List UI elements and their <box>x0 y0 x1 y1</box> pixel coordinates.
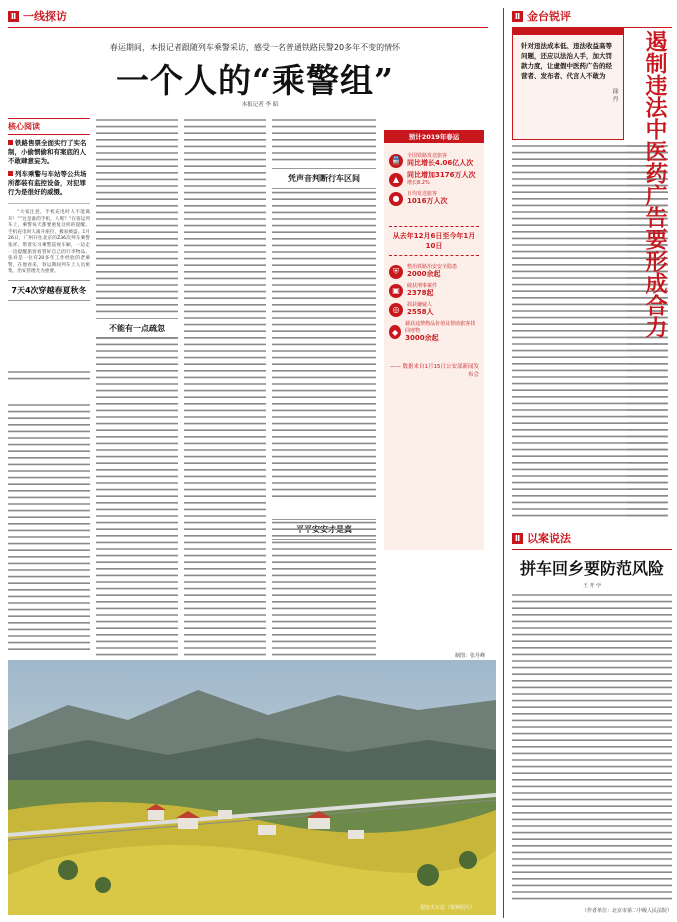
train-icon: 🚆 <box>389 154 403 168</box>
kicker: 春运期间，本报记者跟随列车乘警采访，感受一名普通铁路民警20多年不变的情怀 <box>109 43 401 52</box>
info-box-title: 预计2019年春运 <box>384 130 484 143</box>
stat-item: ▲ 同比增加3176万人次 增长8.2% <box>389 172 479 187</box>
handcuff-icon: ◎ <box>389 303 403 317</box>
subhead: 平平安安才是真 <box>272 519 376 540</box>
headline: 一个人的“乘警组” <box>116 61 394 100</box>
byline: 本报记者 李 昭 <box>241 102 279 108</box>
digest-item: 列车乘警与车站等公共场所都装有监控设备，对犯罪行为是很好的威慑。 <box>8 170 87 196</box>
section-header-commentary <box>512 8 672 24</box>
stat-item: ● 日均发送旅客 1016万人次 <box>389 191 479 206</box>
date-range: 从去年12月6日至今年1月10日 <box>389 226 479 256</box>
body-text: “大家注意，手机充电时人不能离开！”“这是谁的手机，人呢？”在客运列车上，乘警每天都要重复这样的提醒。手机充电时人离开座位，极易被盗。1月26日，广州开往北京的Z36次列车乘警张祥，带着实习乘警巡视车厢，一边走一边提醒旅客看管好自己的行李物品。张祥是一位有20多年工作经验的老乘警，在他看来，春运期间列车上人员密集，治安管理尤为重要。 <box>8 210 90 275</box>
photo-credit: 福安火车站（资料照片） <box>420 905 476 911</box>
stat-item: ▣ 破获刑事案件 2378起 <box>389 283 479 298</box>
stat-item: ⛨ 整治铁路治安安全隐患 2000余起 <box>389 264 479 279</box>
stat-item: ◎ 抓获嫌疑人 2558人 <box>389 302 479 317</box>
section-icon: Ⅱ <box>512 11 523 22</box>
commentary-headline: 遏制违法中医药广告要形成合力 <box>642 30 668 338</box>
subhead: 7天4次穿越春夏秋冬 <box>8 280 90 301</box>
pull-quote-box <box>512 28 624 140</box>
subhead: 凭声音判断行车区间 <box>272 168 376 189</box>
chart-icon: ▲ <box>389 173 403 187</box>
law-footer: （作者单位：北京市第二中级人民法院） <box>581 908 672 914</box>
case-icon: ▣ <box>389 284 403 298</box>
section-tag: 一线探访 <box>23 10 67 23</box>
pull-quote: 针对违法成本低、违法收益高等问题，还应以法治人手，加大罚款力度，让虚假中医药广告的经营者、发布者、代言人不敢为 <box>521 42 612 80</box>
info-box <box>384 130 484 550</box>
info-source: —— 数据来自1月15日公安部新闻发布会 <box>389 364 479 378</box>
section-tag: 以案说法 <box>527 532 571 545</box>
people-icon: ● <box>389 192 403 206</box>
gift-icon: ◆ <box>389 325 401 339</box>
subhead: 不能有一点疏忽 <box>96 318 178 339</box>
photo-caption: 制图：张丹峰 <box>455 653 486 659</box>
section-tag: 金台锐评 <box>527 10 571 23</box>
section-icon: Ⅱ <box>8 11 19 22</box>
stat-item: 🚆 全国铁路发送旅客 同比增长4.06亿人次 <box>389 153 479 168</box>
commentary-author: 徐 丹 <box>611 88 618 102</box>
section-header-law <box>512 530 672 546</box>
digest-item: 铁路售票全面实行了实名制，小偷惯偷和有案底的人不敢肆意妄为。 <box>8 139 87 165</box>
stat-item: ◆ 截获违禁物品价值及帮助旅客找回财物 3000余起 <box>389 321 479 343</box>
section-icon: Ⅱ <box>512 533 523 544</box>
law-headline: 拼车回乡要防范风险 <box>519 559 664 578</box>
digest-title: 核心阅读 <box>8 118 90 135</box>
shield-icon: ⛨ <box>389 265 403 279</box>
law-author: 王 开 孛 <box>582 583 602 589</box>
railway-photo <box>8 660 496 915</box>
